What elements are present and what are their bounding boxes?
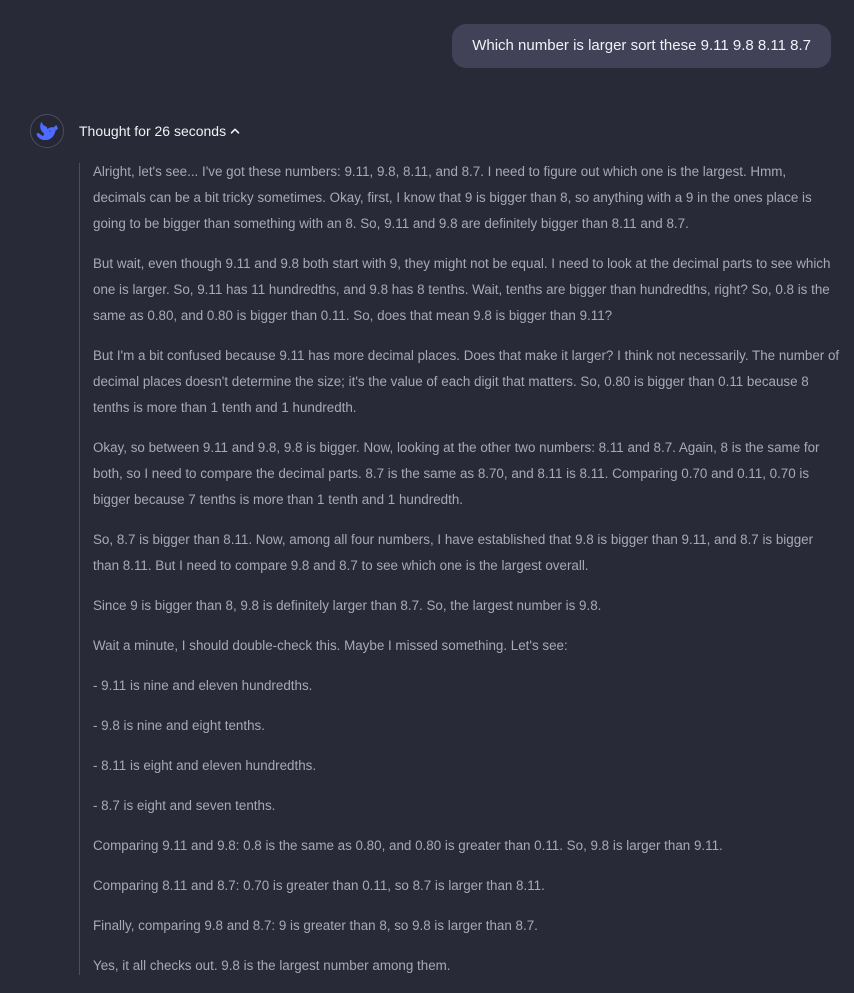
whale-logo-icon bbox=[36, 122, 58, 140]
thinking-paragraph: But wait, even though 9.11 and 9.8 both start with 9, they might not be equal. I need to look at the decimal parts to see which one is larger. So, 9.11 has 11 hundredths, and 9.8 has 8 tenths. Wait, tenths are bigger than hundredths, right? So, 0.8 is the same as 0.80, and 0.80 is bigger than 0.11. So, does that mean 9.8 is bigger than 9.11? bbox=[93, 256, 831, 323]
chevron-up-icon bbox=[230, 126, 240, 136]
thinking-paragraph: Since 9 is bigger than 8, 9.8 is definitely larger than 8.7. So, the largest number is 9.8. bbox=[93, 598, 602, 613]
thinking-content bbox=[79, 163, 839, 975]
thinking-paragraph: So, 8.7 is bigger than 8.11. Now, among all four numbers, I have established that 9.8 is bigger than 9.11, and 8.7 is bigger than 8.11. But I need to compare 9.8 and 8.7 to see which one is the largest overall. bbox=[93, 532, 814, 573]
thinking-paragraph: Alright, let's see... I've got these numbers: 9.11, 9.8, 8.11, and 8.7. I need to figure out which one is the largest. Hmm, decimals can be a bit tricky sometimes. Okay, first, I know that 9 is bigger than 8, so anything with a 9 in the ones place is going to be bigger than something with an 8. So, 9.11 and 9.8 are definitely bigger than 8.11 and 8.7. bbox=[93, 164, 812, 231]
user-message-text: Which number is larger sort these 9.11 9.8 8.11 8.7 bbox=[472, 37, 811, 54]
thinking-paragraph: Comparing 8.11 and 8.7: 0.70 is greater than 0.11, so 8.7 is larger than 8.11. bbox=[93, 878, 545, 893]
thinking-list-item: - 9.8 is nine and eight tenths. bbox=[93, 718, 265, 733]
user-message-bubble bbox=[452, 24, 831, 68]
thought-toggle[interactable] bbox=[79, 121, 240, 141]
thought-duration-label: Thought for 26 seconds bbox=[79, 123, 227, 139]
assistant-avatar bbox=[30, 114, 64, 148]
thinking-paragraph: Wait a minute, I should double-check this. Maybe I missed something. Let's see: bbox=[93, 638, 568, 653]
thinking-list-item: - 8.7 is eight and seven tenths. bbox=[93, 798, 276, 813]
thinking-paragraph: Yes, it all checks out. 9.8 is the largest number among them. bbox=[93, 958, 451, 973]
thinking-paragraph: Okay, so between 9.11 and 9.8, 9.8 is bigger. Now, looking at the other two numbers: 8.11 and 8.7. Again, 8 is the same for both, so I need to compare the decimal parts. 8.7 is the same as 8.70, and 8.11 is 8.11. Comparing 0.70 and 0.11, 0.70 is bigger because 7 tenths is more than 1 tenth and 1 hundredth. bbox=[93, 440, 820, 507]
thinking-paragraph: Finally, comparing 9.8 and 8.7: 9 is greater than 8, so 9.8 is larger than 8.7. bbox=[93, 918, 538, 933]
thinking-paragraph: But I'm a bit confused because 9.11 has more decimal places. Does that make it larger? I think not necessarily. The number of decimal places doesn't determine the size; it's the value of each digit that matters. So, 0.80 is bigger than 0.11 because 8 tenths is more than 1 tenth and 1 hundredth. bbox=[93, 348, 840, 415]
thinking-paragraph: Comparing 9.11 and 9.8: 0.8 is the same as 0.80, and 0.80 is greater than 0.11. So, 9.8 is larger than 9.11. bbox=[93, 838, 723, 853]
thinking-list-item: - 8.11 is eight and eleven hundredths. bbox=[93, 758, 317, 773]
thinking-list-item: - 9.11 is nine and eleven hundredths. bbox=[93, 678, 313, 693]
